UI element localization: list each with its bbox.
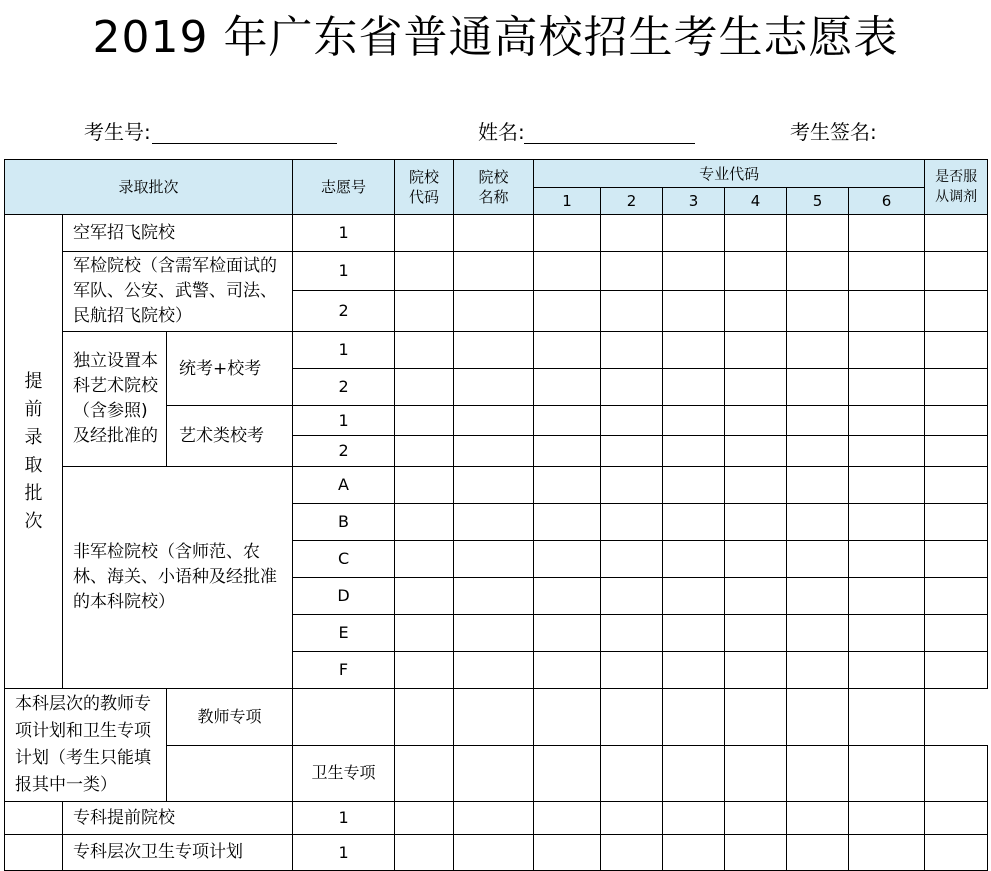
input-cell[interactable]	[849, 369, 925, 406]
input-cell[interactable]	[849, 215, 925, 252]
name-label: 姓名:	[478, 120, 525, 144]
choice-number: F	[293, 652, 395, 689]
table-row	[5, 689, 988, 746]
input-cell[interactable]	[454, 332, 534, 369]
input-cell[interactable]	[534, 504, 601, 541]
input-cell[interactable]	[534, 215, 601, 252]
row-label-art-school-exam: 艺术类校考	[167, 406, 293, 467]
choice-number: 1	[293, 332, 395, 369]
choice-number: 1	[293, 406, 395, 436]
input-cell[interactable]	[787, 504, 849, 541]
choice-number: A	[293, 467, 395, 504]
input-cell[interactable]	[925, 802, 988, 835]
row-label-art: 独立设置本科艺术院校（含参照)及经批准的	[63, 332, 167, 467]
choice-number: 2	[293, 369, 395, 406]
header-major-code: 专业代码	[534, 160, 925, 188]
input-cell[interactable]	[454, 745, 534, 802]
input-cell[interactable]	[395, 689, 454, 746]
input-cell[interactable]	[925, 291, 988, 332]
choice-number: 1	[293, 252, 395, 291]
input-cell[interactable]	[534, 745, 601, 802]
row-label-junior-early: 专科提前院校	[63, 802, 293, 835]
input-cell[interactable]	[663, 689, 725, 746]
input-cell[interactable]	[454, 504, 534, 541]
input-cell[interactable]	[663, 467, 725, 504]
input-cell[interactable]	[395, 291, 454, 332]
candidate-number-label: 考生号:	[84, 120, 151, 144]
input-cell[interactable]	[725, 436, 787, 467]
candidate-number-field[interactable]	[152, 143, 337, 144]
input-cell[interactable]	[663, 369, 725, 406]
input-cell[interactable]	[395, 541, 454, 578]
batch-group-continued	[5, 802, 63, 835]
input-cell[interactable]	[395, 406, 454, 436]
header-major-6: 6	[849, 188, 925, 215]
input-cell[interactable]	[454, 802, 534, 835]
input-cell[interactable]	[849, 689, 925, 746]
input-cell[interactable]	[395, 436, 454, 467]
input-cell[interactable]	[454, 467, 534, 504]
input-cell[interactable]	[601, 332, 663, 369]
input-cell[interactable]	[725, 252, 787, 291]
input-cell[interactable]	[395, 215, 454, 252]
input-cell[interactable]	[787, 215, 849, 252]
input-cell[interactable]	[663, 578, 725, 615]
input-cell[interactable]	[601, 652, 663, 689]
choice-number: 1	[293, 835, 395, 871]
choice-number: C	[293, 541, 395, 578]
choice-teacher-plan: 教师专项	[167, 689, 293, 746]
input-cell[interactable]	[787, 436, 849, 467]
row-label-junior-health: 专科层次卫生专项计划	[63, 835, 293, 871]
input-cell[interactable]	[787, 406, 849, 436]
input-cell[interactable]	[601, 252, 663, 291]
input-cell[interactable]	[925, 332, 988, 369]
input-cell[interactable]	[725, 332, 787, 369]
input-cell[interactable]	[787, 369, 849, 406]
input-cell[interactable]	[849, 332, 925, 369]
input-cell[interactable]	[454, 369, 534, 406]
input-cell[interactable]	[454, 541, 534, 578]
input-cell[interactable]	[454, 436, 534, 467]
input-cell[interactable]	[787, 745, 849, 802]
form-title: 2019 年广东省普通高校招生考生志愿表	[92, 12, 899, 63]
choice-number: B	[293, 504, 395, 541]
header-choice-number: 志愿号	[293, 160, 395, 215]
input-cell[interactable]	[787, 467, 849, 504]
header-major-1: 1	[534, 188, 601, 215]
input-cell[interactable]	[663, 215, 725, 252]
input-cell[interactable]	[725, 291, 787, 332]
choice-number: 2	[293, 436, 395, 467]
input-cell[interactable]	[849, 467, 925, 504]
choice-number: D	[293, 578, 395, 615]
input-cell[interactable]	[725, 369, 787, 406]
input-cell[interactable]	[534, 332, 601, 369]
input-cell[interactable]	[534, 406, 601, 436]
input-cell[interactable]	[395, 467, 454, 504]
input-cell[interactable]	[725, 652, 787, 689]
input-cell[interactable]	[534, 689, 601, 746]
input-cell[interactable]	[601, 504, 663, 541]
table-row	[5, 467, 988, 504]
input-cell[interactable]	[925, 745, 988, 802]
input-cell[interactable]	[534, 291, 601, 332]
application-form-table	[4, 159, 988, 871]
input-cell[interactable]	[849, 745, 925, 802]
input-cell[interactable]	[663, 745, 725, 802]
input-cell[interactable]	[663, 541, 725, 578]
input-cell[interactable]	[787, 541, 849, 578]
header-major-5: 5	[787, 188, 849, 215]
choice-number: 1	[293, 802, 395, 835]
input-cell[interactable]	[534, 652, 601, 689]
input-cell[interactable]	[601, 689, 663, 746]
input-cell[interactable]	[601, 215, 663, 252]
input-cell[interactable]	[787, 615, 849, 652]
input-cell[interactable]	[534, 802, 601, 835]
header-school-name: 院校 名称	[454, 160, 534, 215]
choice-number: 1	[293, 215, 395, 252]
input-cell[interactable]	[725, 745, 787, 802]
input-cell[interactable]	[925, 252, 988, 291]
input-cell[interactable]	[849, 406, 925, 436]
name-field[interactable]	[524, 143, 695, 144]
input-cell[interactable]	[663, 802, 725, 835]
input-cell[interactable]	[534, 541, 601, 578]
input-cell[interactable]	[787, 652, 849, 689]
row-label-non-military: 非军检院校（含师范、农林、海关、小语种及经批准的本科院校）	[63, 467, 293, 689]
row-label-special-plan: 本科层次的教师专项计划和卫生专项计划（考生只能填报其中一类）	[5, 689, 167, 802]
input-cell[interactable]	[601, 578, 663, 615]
input-cell[interactable]	[725, 467, 787, 504]
input-cell[interactable]	[725, 615, 787, 652]
header-major-2: 2	[601, 188, 663, 215]
input-cell[interactable]	[534, 436, 601, 467]
input-cell[interactable]	[787, 252, 849, 291]
choice-number: E	[293, 615, 395, 652]
input-cell[interactable]	[787, 291, 849, 332]
input-cell[interactable]	[925, 504, 988, 541]
input-cell[interactable]	[601, 467, 663, 504]
input-cell[interactable]	[601, 436, 663, 467]
input-cell[interactable]	[725, 504, 787, 541]
input-cell[interactable]	[925, 215, 988, 252]
input-cell[interactable]	[601, 291, 663, 332]
input-cell[interactable]	[601, 615, 663, 652]
input-cell[interactable]	[787, 802, 849, 835]
input-cell[interactable]	[925, 436, 988, 467]
header-obey-adjustment: 是否服 从调剂	[925, 160, 988, 215]
input-cell[interactable]	[849, 504, 925, 541]
input-cell[interactable]	[925, 406, 988, 436]
signature-label: 考生签名:	[790, 120, 877, 144]
input-cell[interactable]	[725, 406, 787, 436]
input-cell[interactable]	[925, 615, 988, 652]
input-cell[interactable]	[849, 652, 925, 689]
input-cell[interactable]	[395, 369, 454, 406]
row-label-air-force: 空军招飞院校	[63, 215, 293, 252]
input-cell[interactable]	[849, 252, 925, 291]
input-cell[interactable]	[534, 467, 601, 504]
input-cell[interactable]	[395, 615, 454, 652]
input-cell[interactable]	[925, 541, 988, 578]
choice-health-plan: 卫生专项	[293, 745, 395, 802]
input-cell[interactable]	[925, 369, 988, 406]
input-cell[interactable]	[534, 252, 601, 291]
input-cell[interactable]	[395, 332, 454, 369]
table-row	[5, 802, 988, 835]
input-cell[interactable]	[725, 215, 787, 252]
table-row	[5, 252, 988, 291]
choice-number: 2	[293, 291, 395, 332]
header-major-3: 3	[663, 188, 725, 215]
input-cell[interactable]	[663, 252, 725, 291]
input-cell[interactable]	[601, 406, 663, 436]
input-cell[interactable]	[454, 578, 534, 615]
input-cell[interactable]	[725, 802, 787, 835]
input-cell[interactable]	[454, 291, 534, 332]
table-row	[5, 215, 988, 252]
input-cell[interactable]	[663, 406, 725, 436]
input-cell[interactable]	[663, 291, 725, 332]
input-cell[interactable]	[787, 689, 849, 746]
input-cell[interactable]	[663, 652, 725, 689]
input-cell[interactable]	[395, 652, 454, 689]
input-cell[interactable]	[534, 615, 601, 652]
input-cell[interactable]	[725, 541, 787, 578]
input-cell[interactable]	[849, 291, 925, 332]
input-cell[interactable]	[849, 615, 925, 652]
input-cell[interactable]	[395, 745, 454, 802]
input-cell[interactable]	[849, 541, 925, 578]
header-batch: 录取批次	[5, 160, 293, 215]
input-cell[interactable]	[725, 689, 787, 746]
header-school-code: 院校 代码	[395, 160, 454, 215]
input-cell[interactable]	[663, 332, 725, 369]
input-cell[interactable]	[925, 467, 988, 504]
input-cell[interactable]	[925, 578, 988, 615]
input-cell[interactable]	[395, 252, 454, 291]
input-cell[interactable]	[534, 578, 601, 615]
input-cell[interactable]	[601, 802, 663, 835]
batch-group-label: 提前录取批次	[5, 215, 63, 689]
input-cell[interactable]	[849, 436, 925, 467]
input-cell[interactable]	[849, 578, 925, 615]
input-cell[interactable]	[454, 652, 534, 689]
input-cell[interactable]	[849, 802, 925, 835]
batch-group-continued	[167, 745, 293, 802]
input-cell[interactable]	[601, 369, 663, 406]
input-cell[interactable]	[454, 215, 534, 252]
row-label-military: 军检院校（含需军检面试的军队、公安、武警、司法、民航招飞院校）	[63, 252, 293, 332]
input-cell[interactable]	[601, 745, 663, 802]
input-cell[interactable]	[725, 578, 787, 615]
input-cell[interactable]	[454, 252, 534, 291]
input-cell[interactable]	[454, 689, 534, 746]
input-cell[interactable]	[395, 578, 454, 615]
input-cell[interactable]	[787, 578, 849, 615]
input-cell[interactable]	[534, 369, 601, 406]
input-cell[interactable]	[663, 436, 725, 467]
input-cell[interactable]	[663, 504, 725, 541]
input-cell[interactable]	[663, 615, 725, 652]
input-cell[interactable]	[601, 541, 663, 578]
input-cell[interactable]	[454, 406, 534, 436]
row-label-art-unified: 统考+校考	[167, 332, 293, 406]
input-cell[interactable]	[395, 504, 454, 541]
input-cell[interactable]	[454, 615, 534, 652]
input-cell[interactable]	[293, 689, 395, 746]
input-cell[interactable]	[395, 802, 454, 835]
table-row	[5, 332, 988, 369]
header-major-4: 4	[725, 188, 787, 215]
input-cell[interactable]	[787, 332, 849, 369]
input-cell[interactable]	[925, 652, 988, 689]
